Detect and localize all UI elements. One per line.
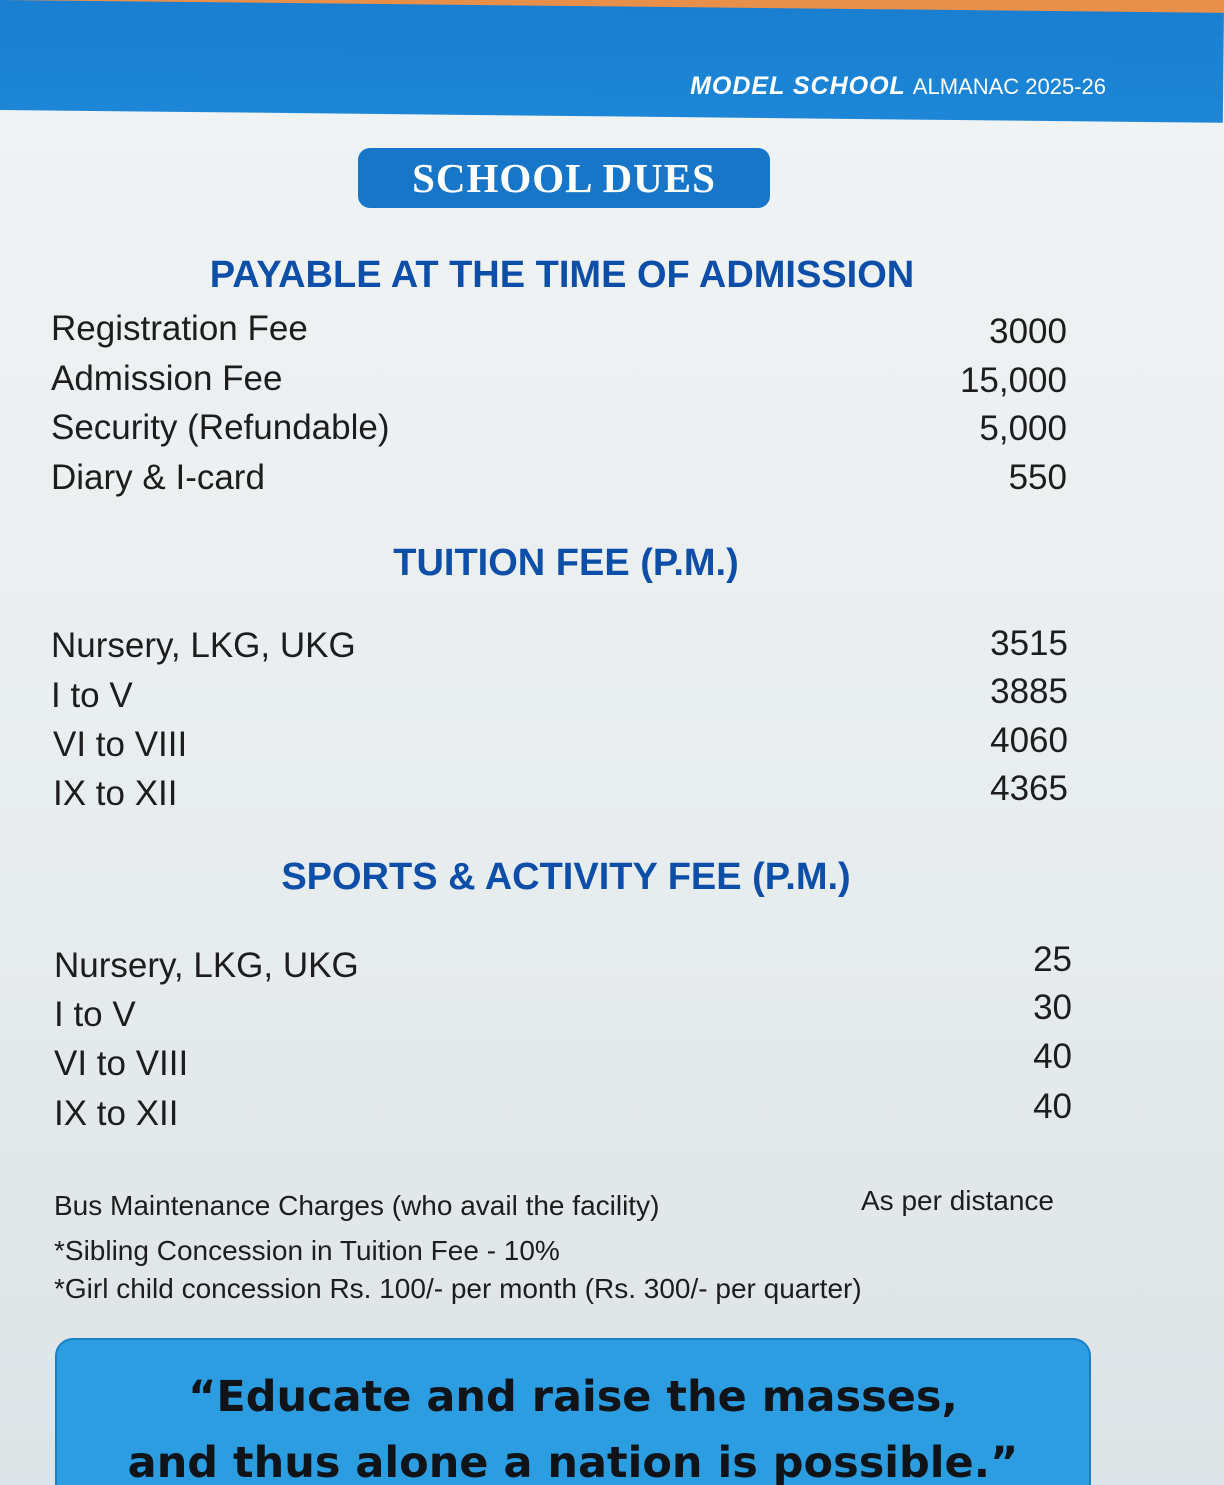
- almanac-header: [690, 72, 1106, 101]
- fee-label: I to V: [54, 995, 136, 1034]
- fee-value: 5,000: [979, 409, 1067, 448]
- fee-value: 3885: [990, 672, 1068, 711]
- sibling-concession-note: *Sibling Concession in Tuition Fee - 10%: [54, 1235, 560, 1266]
- page-title: SCHOOL DUES: [358, 148, 770, 208]
- fee-value: 3000: [989, 312, 1067, 351]
- fee-label: Nursery, LKG, UKG: [51, 626, 356, 665]
- fee-value: 25: [1033, 940, 1072, 979]
- fee-value: 15,000: [959, 361, 1067, 400]
- sports-heading: SPORTS & ACTIVITY FEE (P.M.): [281, 856, 851, 898]
- almanac-year: ALMANAC 2025-26: [912, 74, 1106, 99]
- fee-label: Admission Fee: [51, 359, 283, 398]
- fee-label: IX to XII: [53, 774, 178, 813]
- fee-label: I to V: [51, 676, 133, 715]
- fee-label: Nursery, LKG, UKG: [54, 946, 359, 985]
- fee-label: IX to XII: [54, 1094, 179, 1133]
- fee-label: Diary & I-card: [51, 458, 265, 497]
- fee-label: Registration Fee: [51, 309, 308, 348]
- fee-value: 40: [1033, 1087, 1072, 1126]
- fee-label: Security (Refundable): [51, 408, 390, 447]
- girl-child-concession-note: *Girl child concession Rs. 100/- per month (Rs. 300/- per quarter): [54, 1273, 862, 1304]
- admission-heading: PAYABLE AT THE TIME OF ADMISSION: [209, 254, 915, 296]
- fee-value: 30: [1033, 988, 1072, 1027]
- fee-label: VI to VIII: [54, 1044, 189, 1083]
- bus-charges-label: Bus Maintenance Charges (who avail the facility): [54, 1190, 660, 1221]
- bus-charges-value: As per distance: [861, 1185, 1054, 1216]
- quote-line-1: “Educate and raise the masses,: [188, 1372, 958, 1422]
- fee-value: 3515: [990, 624, 1068, 663]
- header-band: [0, 0, 1224, 123]
- fee-value: 4060: [990, 721, 1068, 760]
- fee-label: VI to VIII: [53, 725, 188, 764]
- tuition-heading: TUITION FEE (P.M.): [393, 542, 739, 584]
- fee-value: 550: [1008, 458, 1067, 497]
- school-brand: MODEL SCHOOL: [690, 72, 906, 100]
- quote-line-2: and thus alone a nation is possible.”: [127, 1438, 1019, 1485]
- fee-value: 4365: [990, 769, 1068, 808]
- fee-value: 40: [1033, 1037, 1072, 1076]
- quote-box: [55, 1338, 1091, 1485]
